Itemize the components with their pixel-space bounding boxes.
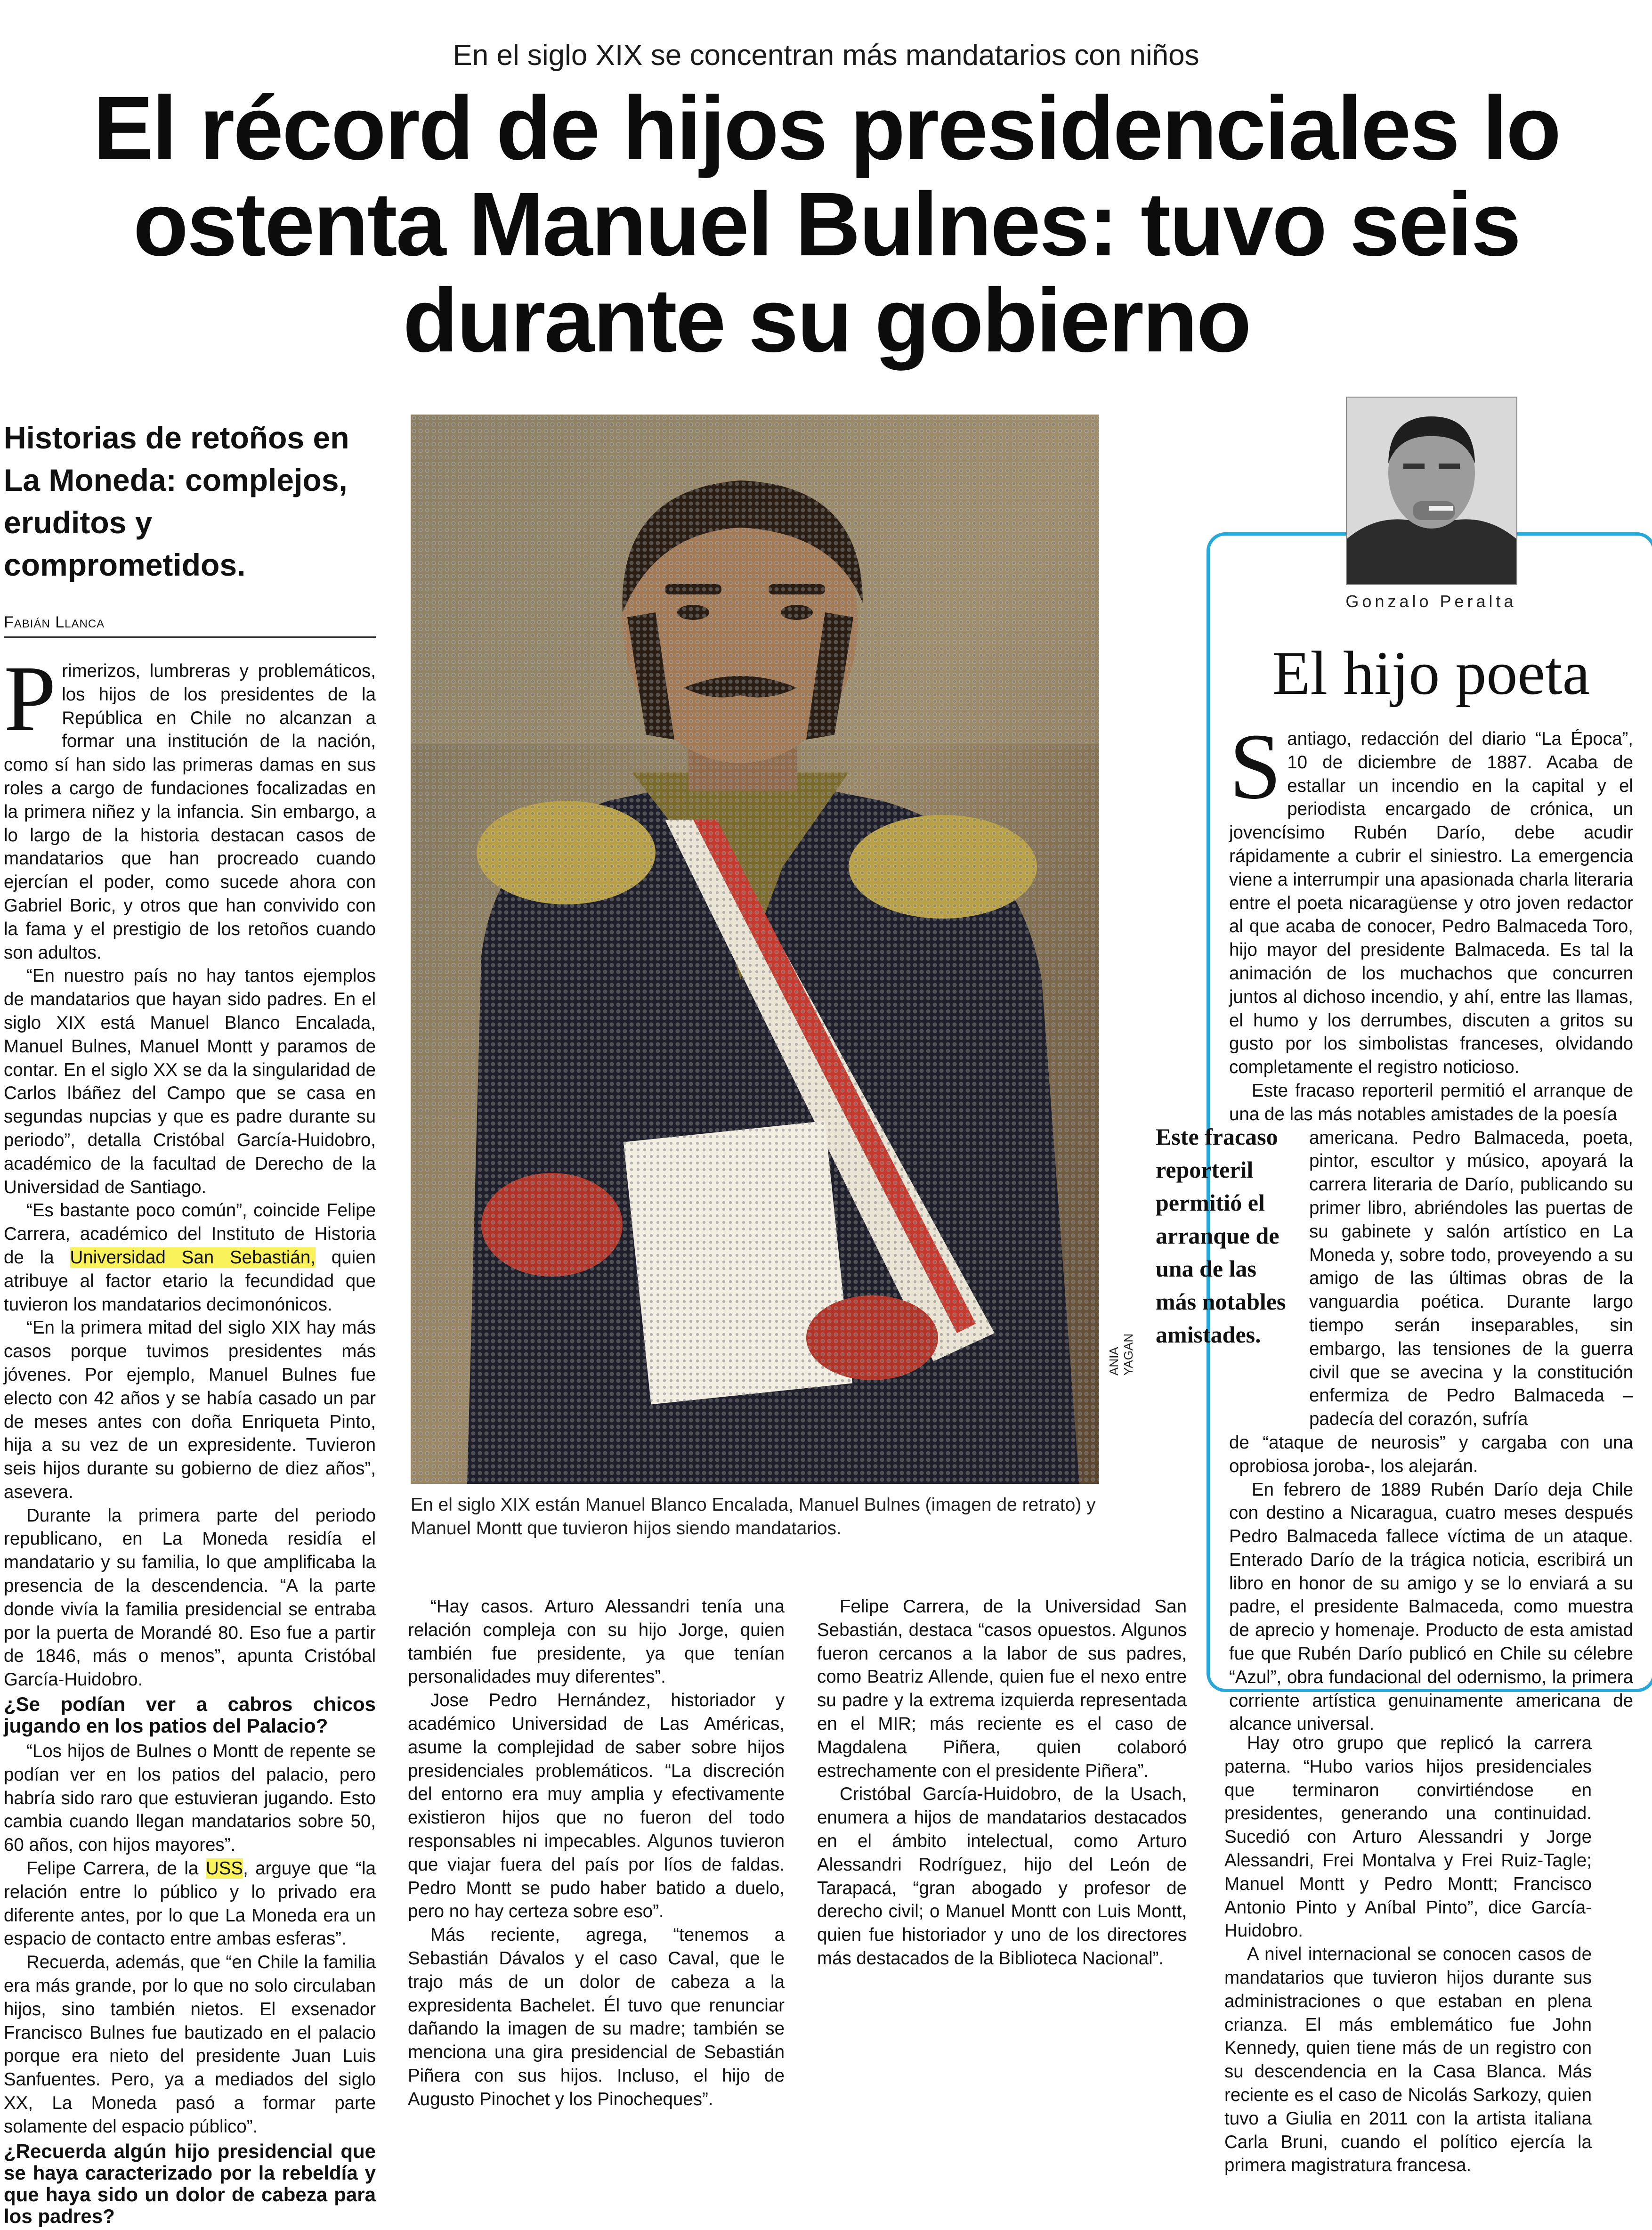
article-column-2	[408, 1595, 785, 2111]
question-heading: ¿Recuerda algún hijo presidencial que se haya caracterizado por la rebeldía y que haya sido un dolor de cabeza para los padres?	[4, 2140, 376, 2227]
byline	[4, 613, 376, 638]
author-portrait	[1347, 398, 1516, 584]
paragraph: Primerizos, lumbreras y problemáticos, los hijos de los presidentes de la República en Chile no alcanzan a formar una institución de la nación, como sí han sido las primeras damas en sus roles a cargo de fundaciones focalizadas en la primera niñez y la infancia. Sin embargo, a lo largo de la historia destacan casos de mandatarios que han procreado cuando ejercían el poder, como sucede ahora con Gabriel Boric, y otros que han convivido con la fama y el prestigio de los retoños cuando son adultos.	[4, 647, 376, 963]
paragraph: Jose Pedro Hernández, historiador y académico Universidad de Las Américas, asume la complejidad de saber sobre hijos presidenciales problemáticos. “La discreción del entorno era muy amplia y efectivamente existieron hijos que no fueron del todo responsables ni impecables. Algunos tuvieron que viajar fuera del país por líos de faldas. Pedro Montt se pudo haber batido a duelo, pero no hay certeza sobre eso”.	[408, 1690, 785, 1922]
paragraph: Durante la primera parte del periodo republicano, en La Moneda residía el mandatario y su familia, lo que amplificaba la presencia de la descendencia. “A la parte donde vivía la familia presidencial se entraba por la puerta de Morandé 80. Eso fue a partir de 1846, más o menos”, apunta Cristóbal García-Huidobro.	[4, 1505, 376, 1690]
subhead: Historias de retoños en La Moneda: complejos, eruditos y comprometidos.	[4, 420, 349, 582]
highlight-uss-full: Universidad San Sebastián,	[70, 1247, 316, 1268]
pull-quote: Este fracaso reporteril permitió el arranque de una de las más notables amistades.	[1156, 1123, 1286, 1348]
paragraph: americana. Pedro Balmaceda, poeta, pintor, escultor y músico, apoyará la carrera literaria de Darío, publicando su primer libro, abriéndoles las puertas de su gabinete y salón artístico en La Moneda y, sobre todo, proveyendo a su amigo de las últimas obras de la vanguardia poética. Durante largo tiempo serán inseparables, sin embargo, las tensiones de la guerra civil que se avecina y la constitución enfermiza de Pedro Balmaceda –padecía del corazón, sufría	[1309, 1127, 1633, 1430]
paragraph: “En nuestro país no hay tantos ejemplos de mandatarios que hayan sido padres. En el siglo XIX está Manuel Blanco Encalada, Manuel Bulnes, Manuel Montt y paramos de contar. En el siglo XX se da la singularidad de Carlos Ibáñez del Campo que se casa en segundas nupcias y que es padre durante su periodo”, detalla Cristóbal García-Huidobro, académico de la facultad de Derecho de la Universidad de Santiago.	[4, 966, 376, 1197]
photo-credit: ANIA YAGAN	[1107, 1333, 1135, 1375]
author-photo	[1346, 397, 1517, 585]
paragraph: En febrero de 1889 Rubén Darío deja Chile con destino a Nicaragua, cuatro meses después Pedro Balmaceda fallece víctima de un ataque. Enterado Darío de la trágica noticia, escribirá un libro en honor de su amigo y se lo enviará a su padre, el presidente Balmaceda, como muestra de aprecio y homenaje. Producto de esta amistad fue que Rubén Darío publicó en Chile su célebre “Azul”, obra fundacional del odernismo, la primera corriente artística genuinamente americana de alcance universal.	[1229, 1479, 1633, 1734]
photo-caption: En el siglo XIX están Manuel Blanco Encalada, Manuel Bulnes (imagen de retrato) y Manuel Montt que tuvieron hijos siendo mandatarios.	[411, 1495, 1096, 1538]
portrait-photo	[411, 415, 1099, 1484]
byline-text: Fabián Llanca	[4, 613, 105, 631]
paragraph: “Hay casos. Arturo Alessandri tenía una relación compleja con su hijo Jorge, quien también fue presidente, ya que tenían personalidades muy diferentes”.	[408, 1596, 785, 1687]
portrait-illustration	[411, 415, 1099, 1484]
paragraph: Cristóbal García-Huidobro, de la Usach, enumera a hijos de mandatarios destacados en el ámbito intelectual, como Arturo Alessandri Rodríguez, hijo del León de Tarapacá, “gran abogado y profesor de derecho civil; o Manuel Montt con Luis Montt, quien fue historiador y uno de los directores más destacados de la Biblioteca Nacional”.	[817, 1784, 1187, 1969]
article-column-4	[1224, 1732, 1592, 2177]
paragraph: “Es bastante poco común”, coincide Felipe Carrera, académico del Instituto de Historia de la Universidad San Sebastián, quien atribuye al factor etario la fecundidad que tuvieron los mandatarios decimonónicos.	[4, 1200, 376, 1315]
paragraph: “En la primera mitad del siglo XIX hay más casos porque tuvimos presidentes más jóvenes. Por ejemplo, Manuel Bulnes fue electo con 42 años y se había casado un par de meses antes con doña Enriqueta Pinto, hija a su vez de un expresidente. Tuvieron seis hijos durante su gobierno de diez años”, asevera.	[4, 1318, 376, 1502]
paragraph: Felipe Carrera, de la Universidad San Sebastián, destaca “casos opuestos. Algunos fueron cercanos a la labor de sus padres, como Beatriz Allende, quien fue el nexo entre su padre y la extrema izquierda representada en el MIR; más reciente es el caso de Magdalena Piñera, quien colaboró estrechamente con el presidente Piñera”.	[817, 1596, 1187, 1781]
paragraph: Recuerda, además, que “en Chile la familia era más grande, por lo que no solo circulaban hijos, sino también nietos. El exsenador Francisco Bulnes fue bautizado en el palacio porque era nieto del presidente Juan Luis Sanfuentes. Pero, ya a mediados del siglo XX, La Moneda pasó a formar parte solamente del espacio público”.	[4, 1952, 376, 2137]
paragraph: Más reciente, agrega, “tenemos a Sebastián Dávalos y el caso Caval, que le trajo más de un dolor de cabeza a la expresidenta Bachelet. Él tuvo que renunciar dañando la imagen de su madre; también se menciona una gira presidencial de Sebastián Piñera con sus hijos. Incluso, el hijo de Augusto Pinochet y los Pinocheques”.	[408, 1925, 785, 2109]
column-title: El hijo poeta	[1272, 638, 1590, 708]
article-column-3	[817, 1595, 1187, 1970]
drop-cap: P	[4, 647, 57, 751]
drop-cap: S	[1229, 715, 1282, 819]
paragraph: Felipe Carrera, de la USS, arguye que “la relación entre lo público y lo privado era diferente antes, por lo que La Moneda era un espacio de contacto entre ambas esferas”.	[4, 1858, 376, 1949]
article-column-1	[4, 647, 376, 2230]
column-author: Gonzalo Peralta	[1345, 592, 1517, 611]
paragraph: de “ataque de neurosis” y cargaba con una oprobiosa joroba-, los alejarán.	[1229, 1432, 1633, 1476]
question-heading: ¿Se podían ver a cabros chicos jugando en los patios del Palacio?	[4, 1693, 376, 1737]
paragraph: Este fracaso reporteril permitió el arranque de una de las más notables amistades de la poesía	[1229, 1080, 1633, 1124]
paragraph: A nivel internacional se conocen casos de mandatarios que tuvieron hijos durante sus administraciones o que estaban en plena crianza. El más emblemático fue John Kennedy, quien tiene más de un registro con su descendencia en la Casa Blanca. Más reciente es el caso de Nicolás Sarkozy, quien tuvo a Giulia en 2011 con la artista italiana Carla Bruni, cuando el político ejercía la primera magistratura francesa.	[1224, 1944, 1592, 2176]
highlight-uss: USS	[205, 1858, 243, 1879]
kicker: En el siglo XIX se concentran más mandatarios con niños	[453, 39, 1199, 72]
headline: El récord de hijos presidenciales lo ostenta Manuel Bulnes: tuvo seis durante su gobierno	[93, 77, 1560, 371]
pull-quote-wrap-block	[1309, 1126, 1633, 1431]
paragraph: Santiago, redacción del diario “La Época”, 10 de diciembre de 1887. Acaba de estallar un incendio en la capital y el periodista encargado de crónica, un jovencísimo Rubén Darío, debe acudir rápidamente a cubrir el siniestro. La emergencia viene a interrumpir una apasionada charla literaria entre el poeta nicaragüense y otro joven redactor al que acaba de conocer, Pedro Balmaceda Toro, hijo mayor del presidente Balmaceda. Es tal la animación de los muchachos que concurren juntos al dichoso incendio, y ahí, entre las llamas, el humo y los derrumbes, discuten a gritos su gusto por los simbolistas franceses, olvidando completamente el registro noticioso.	[1229, 715, 1633, 1078]
paragraph: Hay otro grupo que replicó la carrera paterna. “Hubo varios hijos presidenciales que terminaron convirtiéndose en presidentes, generando una continuidad. Sucedió con Arturo Alessandri y Jorge Alessandri, Frei Montalva y Frei Ruiz-Tagle; Manuel Montt y Pedro Montt; Francisco Antonio Pinto y Aníbal Pinto”, dice García-Huidobro.	[1224, 1733, 1592, 1941]
paragraph: “Los hijos de Bulnes o Montt de repente se podían ver en los patios del palacio, pero habría sido raro que estuvieran jugando. Esto cambia cuando llegan mandatarios sobre 50, 60 años, con hijos mayores”.	[4, 1741, 376, 1856]
